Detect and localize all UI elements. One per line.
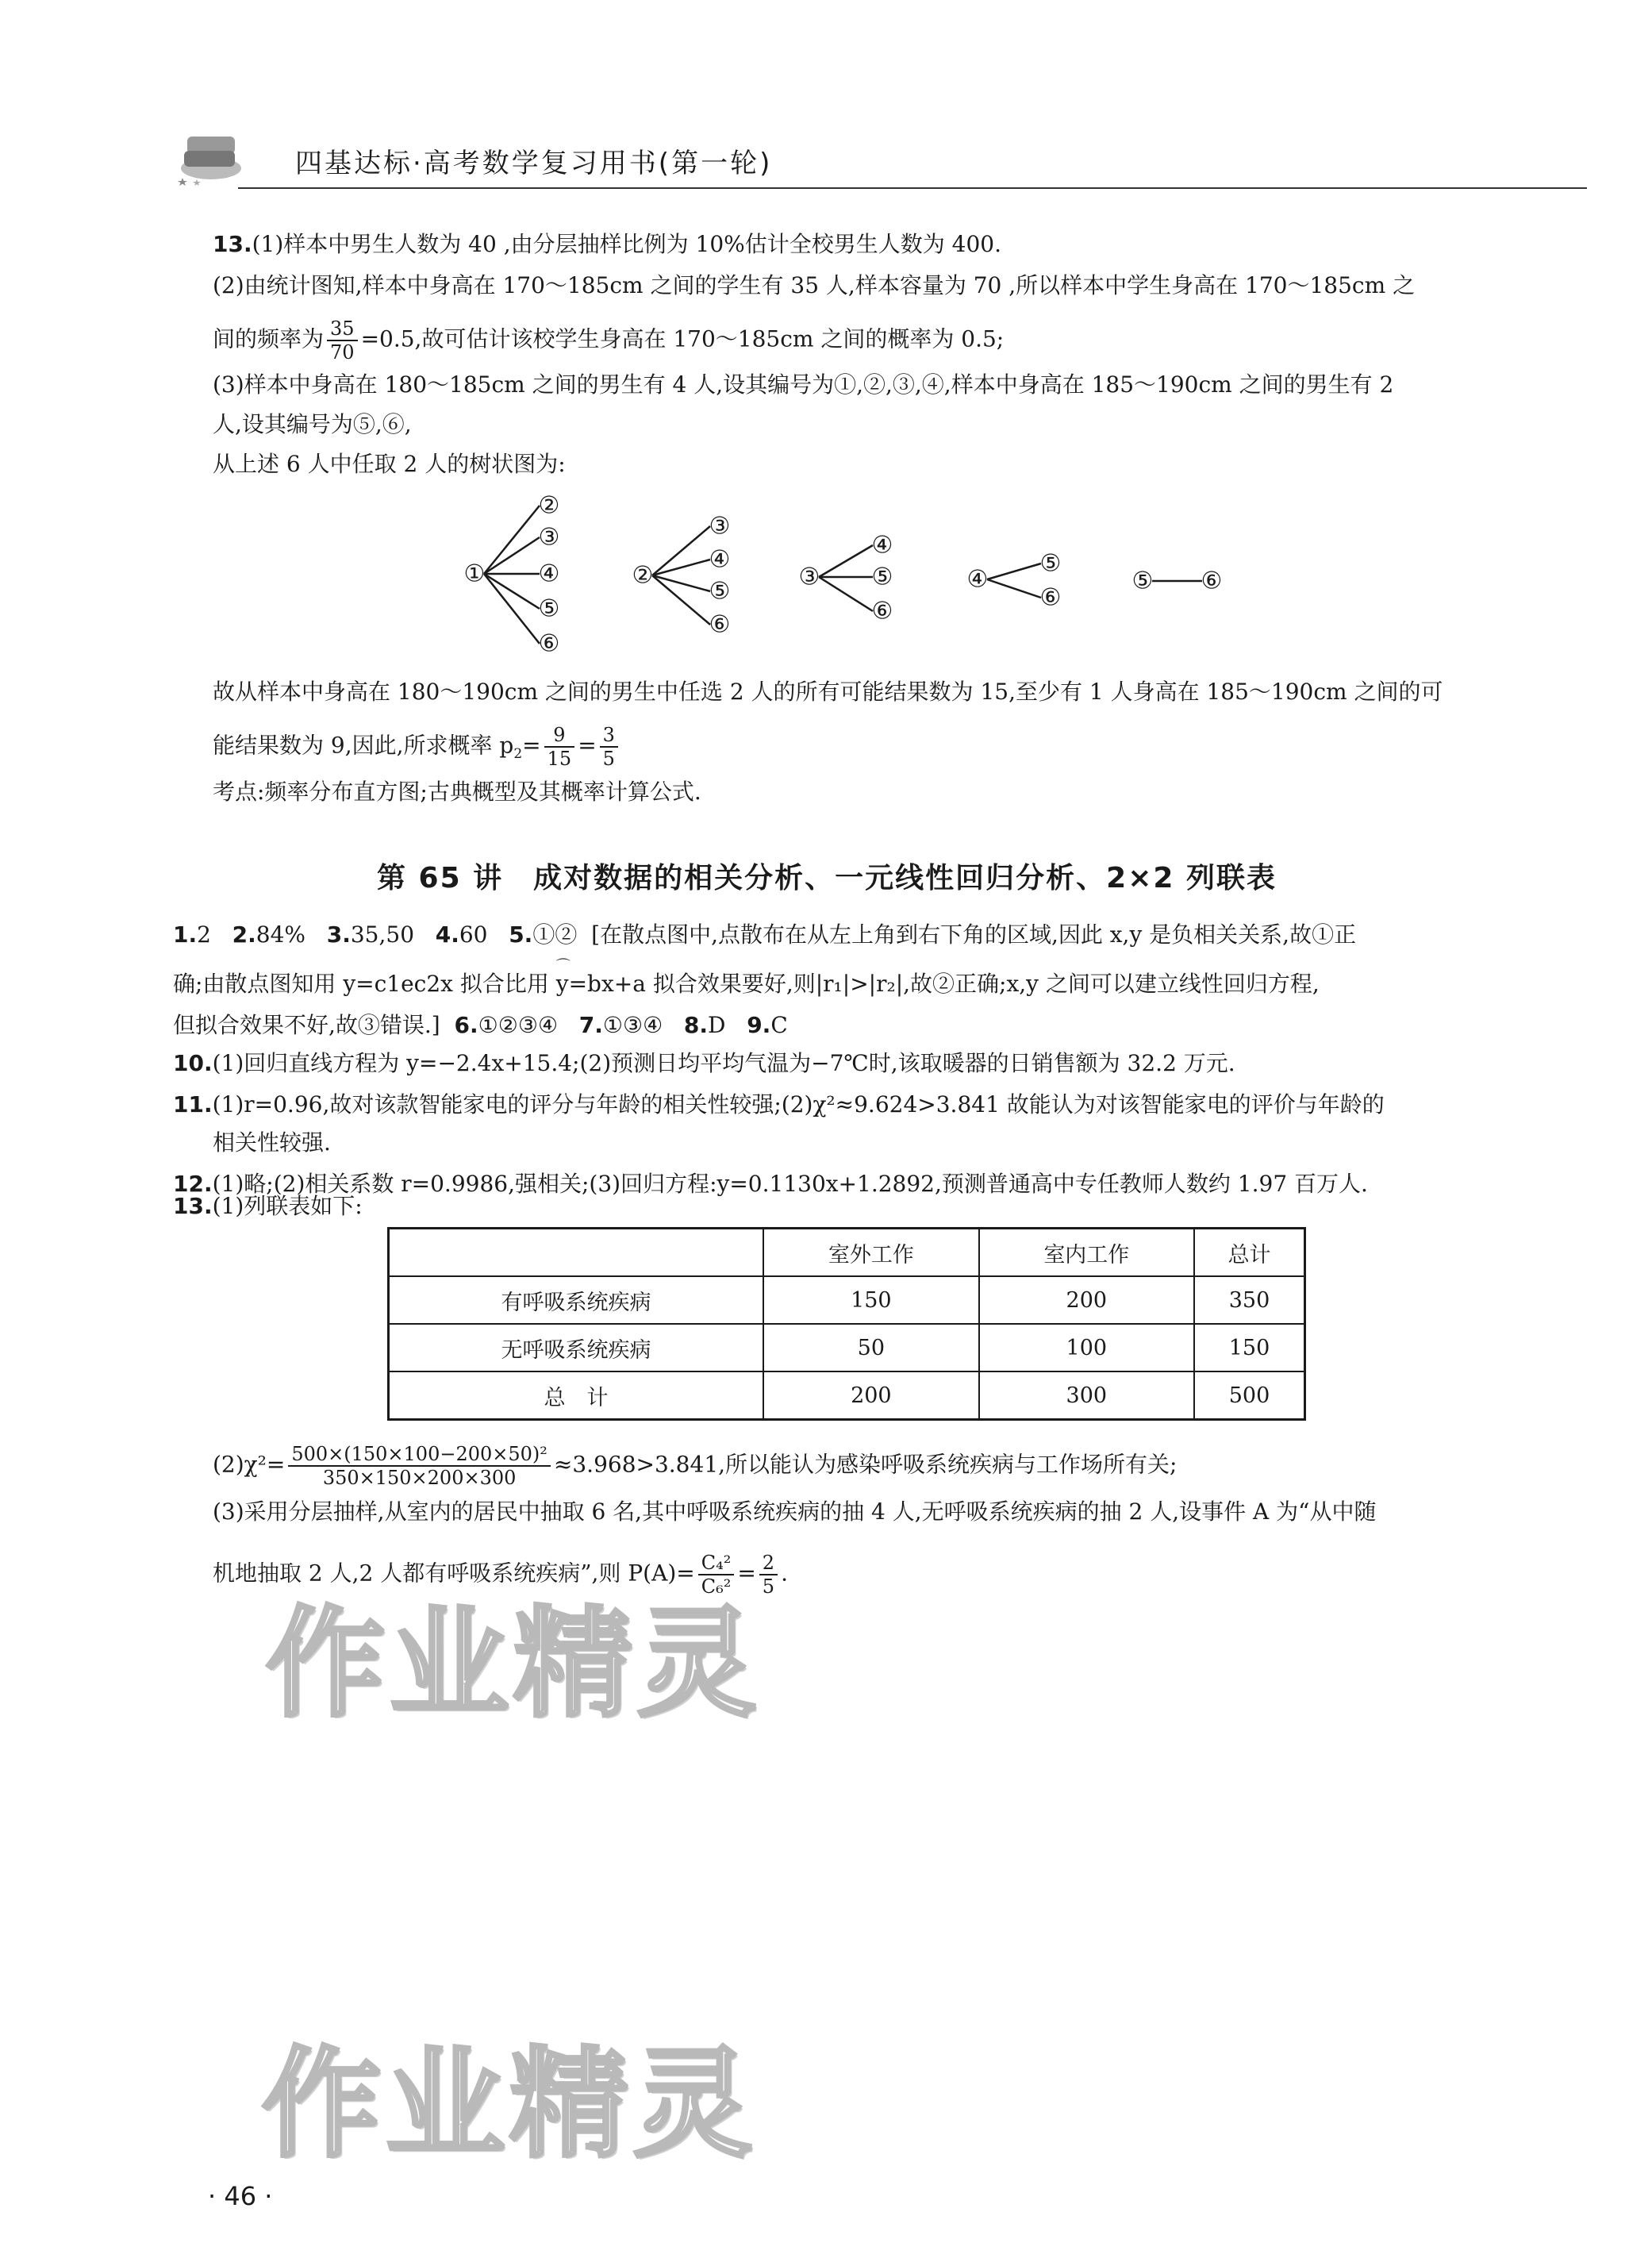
watermark: 作业精灵 <box>262 2036 758 2174</box>
tree-node: ⑤ <box>1039 549 1062 578</box>
answer-number: 10. <box>173 1050 213 1076</box>
tree-node: ⑥ <box>538 629 560 658</box>
fraction-numerator: 9 <box>544 724 575 748</box>
answer5-explanation: [在散点图中,点散布在从左上角到右下角的区域,因此 x,y 是负相关关系,故①正 <box>591 921 1357 948</box>
table-cell: 200 <box>979 1276 1194 1324</box>
q13-part3-line1: (3)样本中身高在 180～185cm 之间的男生有 4 人,设其编号为①,②,③,④,样本中身高在 185～190cm 之间的男生有 2 <box>213 371 1394 398</box>
q13-part3b-line1: (3)采用分层抽样,从室内的居民中抽取 6 名,其中呼吸系统疾病的抽 4 人,无呼吸系统疾病的抽 2 人,设事件 A 为“从中随 <box>213 1498 1377 1525</box>
tree-node: ⑥ <box>1039 583 1062 612</box>
fraction-2-5 <box>759 1552 778 1598</box>
q13-part3-line2: 人,设其编号为⑤,⑥, <box>213 411 412 437</box>
q13-part3-line3: 从上述 6 人中任取 2 人的树状图为: <box>213 451 566 477</box>
table-header-row <box>389 1229 1305 1277</box>
answer-value: ①② <box>532 921 578 948</box>
answers-line1 <box>173 919 1356 951</box>
tree-node: ⑥ <box>871 597 893 625</box>
answer11-line1 <box>173 1089 1385 1121</box>
table-cell: 无呼吸系统疾病 <box>389 1324 764 1371</box>
table-row <box>389 1371 1305 1420</box>
probability-label: 能结果数为 9,因此,所求概率 p <box>213 732 514 759</box>
answer-number: 12. <box>173 1171 213 1197</box>
q13-key-points: 考点:频率分布直方图;古典概型及其概率计算公式. <box>213 779 701 805</box>
header-logo <box>173 119 244 190</box>
answer5-explanation-end: 但拟合效果不好,故③错误.] <box>173 1012 440 1038</box>
equals-sign: = <box>578 732 597 759</box>
q13-part1 <box>213 229 1001 260</box>
answer-value: 60 <box>459 921 488 948</box>
fraction-denominator: 350×150×200×300 <box>322 1467 517 1489</box>
answer-value: D <box>708 1012 726 1038</box>
answer-number: 11. <box>173 1091 213 1118</box>
tree-node: ② <box>538 491 560 520</box>
table-row <box>389 1276 1305 1324</box>
tree-node: ⑤ <box>538 594 560 623</box>
fraction-denominator: 5 <box>762 1575 775 1598</box>
tree-node: ① <box>463 560 486 588</box>
answer-value: ①②③④ <box>478 1012 559 1038</box>
equals-sign: = <box>737 1560 756 1587</box>
fraction-numerator: 3 <box>600 724 618 748</box>
answer11-text: (1)r=0.96,故对该款智能家电的评分与年龄的相关性较强;(2)χ²≈9.624>3.841 故能认为对该智能家电的评价与年龄的 <box>212 1091 1385 1118</box>
table-cell: 50 <box>763 1324 978 1371</box>
table-cell: 150 <box>763 1276 978 1324</box>
q13-part4-line2 <box>213 724 621 770</box>
answers-line3 <box>173 1010 788 1041</box>
answer-number: 4. <box>435 921 459 948</box>
contingency-table <box>387 1227 1306 1421</box>
fraction-35-70 <box>327 317 358 364</box>
table-cell: 300 <box>979 1371 1194 1420</box>
q13-part2-line2 <box>213 317 1004 364</box>
section-title: 第 65 讲 成对数据的相关分析、一元线性回归分析、2×2 列联表 <box>377 862 1277 894</box>
table-header-cell: 总计 <box>1194 1229 1304 1277</box>
fraction-3-5 <box>600 724 618 770</box>
answer-number: 1. <box>173 921 198 948</box>
fraction-denominator: C₆² <box>701 1575 732 1598</box>
fraction-denominator: 70 <box>330 341 355 364</box>
q13-part2-line1: (2)由统计图知,样本中身高在 170～185cm 之间的学生有 35 人,样本容量为 70 ,所以样本中学生身高在 170～185cm 之 <box>213 272 1416 298</box>
fraction-numerator: 2 <box>759 1552 778 1575</box>
answer5-explanation-cont2: 拟合效果要好,则|r₁|>|r₂|,故②正确;x,y 之间可以建立线性回归方程, <box>645 971 1320 997</box>
table-row <box>389 1324 1305 1371</box>
tree-node: ② <box>632 561 654 590</box>
tree-node: ⑥ <box>709 610 731 639</box>
answer11-line2: 相关性较强. <box>213 1129 331 1156</box>
q13-part4-line1: 故从样本中身高在 180～190cm 之间的男生中任选 2 人的所有可能结果数为 15,至少有 1 人身高在 185～190cm 之间的可 <box>213 679 1443 705</box>
fraction-9-15 <box>544 724 575 770</box>
fit-equation: ⌒ y=bx+a <box>556 968 646 1000</box>
answer-number: 9. <box>747 1012 771 1038</box>
tree-node: ④ <box>871 531 893 560</box>
fraction-numerator: 500×(150×100−200×50)² <box>288 1443 551 1467</box>
table-header-cell: 室内工作 <box>979 1229 1194 1277</box>
answer-value: C <box>770 1012 788 1038</box>
fraction-numerator: 35 <box>327 317 358 341</box>
table-header-cell: 室外工作 <box>763 1229 978 1277</box>
table-cell: 200 <box>763 1371 978 1420</box>
q13-number: 13. <box>213 231 252 257</box>
answer-value: 84% <box>255 921 306 948</box>
chi-square-label: (2)χ²= <box>213 1451 286 1478</box>
chi-square-fraction <box>288 1443 551 1489</box>
answer10-text: (1)回归直线方程为 y=−2.4x+15.4;(2)预测日均平均气温为−7℃时,该取暖器的日销售额为 32.2 万元. <box>212 1050 1235 1076</box>
watermark: 作业精灵 <box>266 1595 762 1733</box>
table-cell: 500 <box>1194 1371 1304 1420</box>
table-header-cell <box>389 1229 764 1277</box>
answer13-line1 <box>173 1191 363 1222</box>
q13-part2-post: =0.5,故可估计该校学生身高在 170～185cm 之间的概率为 0.5; <box>360 325 1005 352</box>
table-cell: 350 <box>1194 1276 1304 1324</box>
probability-text: 机地抽取 2 人,2 人都有呼吸系统疾病”,则 P(A)= <box>213 1560 695 1587</box>
table-cell: 100 <box>979 1324 1194 1371</box>
answer-number: 2. <box>232 921 256 948</box>
tree-node: ④ <box>709 545 731 574</box>
probability-subscript: 2 <box>513 746 523 763</box>
answer5-explanation-cont: 确;由散点图知用 y=c1ec2x 拟合比用 <box>173 971 556 997</box>
tree-node: ③ <box>798 563 820 591</box>
answer-value: 35,50 <box>350 921 415 948</box>
table-cell: 150 <box>1194 1324 1304 1371</box>
tree-node: ⑥ <box>1201 567 1223 595</box>
table-cell: 总 计 <box>389 1371 764 1420</box>
answer-number: 6. <box>454 1012 478 1038</box>
fraction-denominator: 15 <box>547 748 572 770</box>
tree-node: ③ <box>709 512 731 540</box>
table-cell: 有呼吸系统疾病 <box>389 1276 764 1324</box>
answer-value: ①③④ <box>602 1012 663 1038</box>
fraction-numerator: C₄² <box>698 1552 735 1575</box>
tree-node: ⑤ <box>1131 567 1154 595</box>
tree-node: ④ <box>966 565 989 594</box>
answer10 <box>173 1048 1235 1079</box>
tree-node: ⑤ <box>709 577 731 606</box>
fraction-denominator: 5 <box>602 748 615 770</box>
answers-line2 <box>173 968 1320 1000</box>
answer13-text: (1)列联表如下: <box>212 1193 363 1219</box>
page-number: · 46 · <box>208 2181 273 2211</box>
header-rule <box>238 187 1587 189</box>
answer-number: 7. <box>578 1012 603 1038</box>
equals-sign: = <box>522 732 541 759</box>
tree-diagram <box>444 488 1254 667</box>
q13-part1-text: (1)样本中男生人数为 40 ,由分层抽样比例为 10%估计全校男生人数为 400. <box>252 231 1001 257</box>
chi-square-conclusion: ≈3.968>3.841,所以能认为感染呼吸系统疾病与工作场所有关; <box>553 1451 1178 1478</box>
period: . <box>781 1560 788 1587</box>
answer-number: 5. <box>509 921 533 948</box>
tree-node: ⑤ <box>871 563 893 591</box>
answer-number: 8. <box>683 1012 709 1038</box>
header-title: 四基达标·高考数学复习用书(第一轮) <box>295 148 773 179</box>
q13-part2-pre: 间的频率为 <box>213 325 325 352</box>
tree-node: ③ <box>538 523 560 552</box>
answer-value: 2 <box>197 921 211 948</box>
answer-number: 13. <box>173 1193 213 1219</box>
answer12-text: (1)略;(2)相关系数 r=0.9986,强相关;(3)回归方程:y=0.1130x+1.2892,预测普通高中专任教师人数约 1.97 百万人. <box>212 1171 1368 1197</box>
tree-node: ④ <box>538 560 560 588</box>
chi-square-line <box>213 1443 1177 1489</box>
answer-number: 3. <box>326 921 351 948</box>
